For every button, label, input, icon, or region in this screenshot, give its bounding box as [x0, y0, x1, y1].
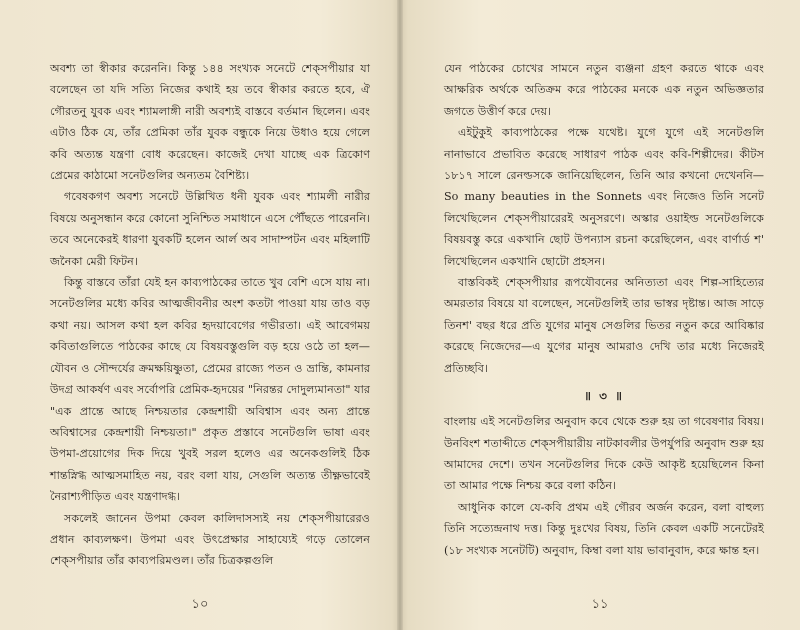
- right-paragraph-2: এইটুকুই কাব্যপাঠকের পক্ষে যথেষ্ট। যুগে যুগে এই সনেটগুলি নানাভাবে প্রভাবিত করেছে সাধারণ পাঠক এবং কবি-শিল্পীদের। কীটস ১৮১৭ সালে রেনল্ডসকে জানিয়েছিলেন, তিনি আর কখনো দেখেননি—So many beauties in the Sonnets এবং নিজেও তিনি সনেট লিখেছিলেন শেক্‌সপীয়ারেরই অনুসরণে। অস্কার ওয়াইল্ড সনেটগুলিকে বিষয়বস্তু করে একখানি ছোট উপন্যাস রচনা করেছিলেন, এবং বার্ণার্ড শ' লিখেছিলেন একখানি ছোটো প্রহসন।: [444, 126, 764, 268]
- left-paragraph-3: কিন্তু বাস্তবে তাঁরা যেই হন কাব্যপাঠকের তাতে খুব বেশি এসে যায় না। সনেটগুলির মধ্যে কবির আত্মজীবনীর অংশ কতটা পাওয়া যায় তাও বড় কথা নয়। আসল কথা হল কবির হৃদয়াবেগের গভীরতা। এই আবেগময় কবিতাগুলিতে পাঠকের কাছে যে বিষয়বস্তুগুলি বড় হয়ে ওঠে তা হল—যৌবন ও সৌন্দর্যের ক্রমক্ষয়িষ্ণুতা, প্রেমের রাজ্যে পতন ও ভ্রান্তি, কামনার উদগ্র আকর্ষণ এবং সর্বোপরি প্রেমিক-হৃদয়ের "নিরন্তর দোদুল্যমানতা" যার "এক প্রান্তে আছে নিশ্চয়তার কেন্দ্রশায়ী অবিশ্বাস এবং অন্য প্রান্তে অবিশ্বাসের কেন্দ্রশায়ী নিশ্চয়তা।" প্রকৃত প্রস্তাবে সনেটগুলি ভাষা এবং উপমা-প্রয়োগের দিক দিয়ে খুবই সরল হলেও এর অনেকগুলিই ঠিক শান্তস্নিগ্ধ আত্মসমাহিত নয়, বরং বলা যায়, সেগুলি অত্যন্ত তীক্ষ্ণভাবেই নৈরাশ্যপীড়িত এবং যন্ত্রণাদগ্ধ।: [50, 276, 370, 504]
- right-paragraph-4: বাংলায় এই সনেটগুলির অনুবাদ কবে থেকে শুরু হয় তা গবেষণার বিষয়। উনবিংশ শতাব্দীতে শেক্‌সপীয়ারীয় নাটকাবলীর উপর্যুপরি অনুবাদ শুরু হয় আমাদের দেশে। তখন সনেটগুলির দিকে কেউ আকৃষ্ট হয়েছিলেন কিনা তা আমার পক্ষে নিশ্চয় করে বলা কঠিন।: [444, 415, 764, 493]
- right-page: [400, 0, 800, 630]
- left-page-number: ১০: [191, 597, 209, 612]
- section-heading: ॥ ৩ ॥: [584, 389, 624, 404]
- left-paragraph-4: সকলেই জানেন উপমা কেবল কালিদাসস্যই নয় শেক্‌সপীয়ারেরও প্রধান কাব্যলক্ষণ। উপমা এবং উৎপ্রেক্ষার সাহায্যেই গড়ে তোলেন শেক্‌সপীয়ার তাঁর কাব্যপরিমণ্ডল। তাঁর চিত্রকল্পগুলি: [50, 511, 370, 568]
- left-paragraph-2: গবেষকগণ অবশ্য সনেটে উল্লিখিত ধনী যুবক এবং শ্যামলী নারীর বিষয়ে অনুসন্ধান করে কোনো সুনিশ্চিত সমাধানে এসে পৌঁছতে পারেননি। তবে অনেকেরই ধারণা যুবকটি হলেন আর্ল অব সাদাম্পটন এবং মহিলাটি জনৈকা মেরী ফিটন।: [50, 190, 370, 268]
- left-paragraph-1: অবশ্য তা স্বীকার করেননি। কিন্তু ১৪৪ সংখ্যক সনেটে শেক্‌সপীয়ার যা বলেছেন তা যদি সত্যি নিজের কথাই হয় তবে স্বীকার করতে হবে, ঐ গৌরতনু যুবক এবং শ্যামলাঙ্গী নারী অবশ্যই বাস্তবে বর্তমান ছিলেন। এবং এটাও ঠিক যে, তাঁর প্রেমিকা তাঁর যুবক বন্ধুকে নিয়ে উধাও হয়ে গেলে কবি অত্যন্ত যন্ত্রণা বোধ করেছেন। কাজেই দেখা যাচ্ছে এক ত্রিকোণ প্রেমের কাঠামো সনেটগুলির অন্যতম বৈশিষ্ট্য।: [50, 62, 370, 183]
- right-paragraph-3: বাস্তবিকই শেক্‌সপীয়ার রূপযৌবনের অনিত্যতা এবং শিল্প-সাহিত্যের অমরতার বিষয়ে যা বলেছেন, সনেটগুলিই তার ভাস্বর দৃষ্টান্ত। আজ সাড়ে তিনশ' বছর ধরে প্রতি যুগের মানুষ সেগুলির ভিতর নতুন করে আবিষ্কার করেছে নিজেদের—এ যুগের মানুষ আমরাও দেখি তার মধ্যে নিজেরই প্রতিচ্ছবি।: [444, 276, 764, 375]
- right-paragraph-5: আধুনিক কালে যে-কবি প্রথম এই গৌরব অর্জন করেন, বলা বাহুল্য তিনি সত্যেন্দ্রনাথ দত্ত। কিন্তু দুঃখের বিষয়, তিনি কেবল একটি সনেটেরই (১৮ সংখ্যক সনেটটি) অনুবাদ, কিম্বা বলা যায় ভাবানুবাদ, করে ক্ষান্ত হন।: [444, 500, 764, 557]
- right-page-number: ১১: [591, 597, 609, 612]
- right-paragraph-1: যেন পাঠকের চোখের সামনে নতুন ব্যঞ্জনা গ্রহণ করতে থাকে এবং আক্ষরিক অর্থকে অতিক্রম করে পাঠকের মনকে এক নতুন অভিজ্ঞতার জগতে উত্তীর্ণ করে দেয়।: [444, 62, 764, 118]
